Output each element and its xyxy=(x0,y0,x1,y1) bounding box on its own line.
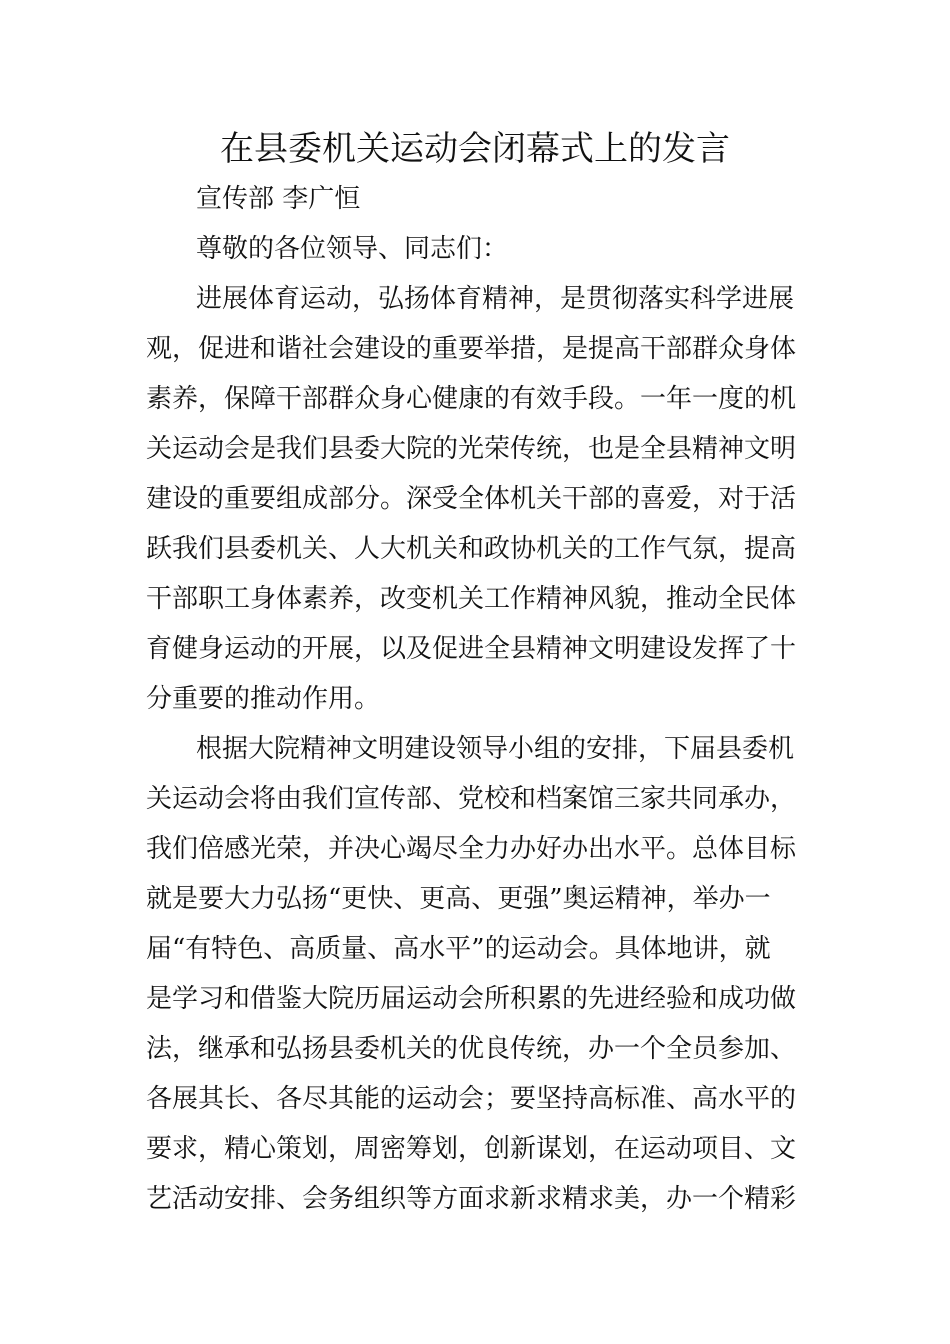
paragraph-line: 届“有特色、高质量、高水平”的运动会。具体地讲，就 xyxy=(146,934,771,964)
paragraph-line: 建设的重要组成部分。深受全体机关干部的喜爱，对于活 xyxy=(146,484,797,514)
paragraph-line: 素养，保障干部群众身心健康的有效手段。一年一度的机 xyxy=(146,384,797,414)
paragraph-line: 我们倍感光荣，并决心竭尽全力办好办出水平。总体目标 xyxy=(146,834,797,864)
document-title: 在县委机关运动会闭幕式上的发言 xyxy=(220,129,730,169)
paragraph-line: 根据大院精神文明建设领导小组的安排，下届县委机 xyxy=(196,734,795,764)
paragraph-line: 分重要的推动作用。 xyxy=(146,684,381,714)
paragraph-line: 要求，精心策划，周密筹划，创新谋划，在运动项目、文 xyxy=(146,1134,797,1164)
paragraph-line: 跃我们县委机关、人大机关和政协机关的工作气氛，提高 xyxy=(146,534,797,564)
paragraph-line: 法，继承和弘扬县委机关的优良传统，办一个全员参加、 xyxy=(146,1034,797,1064)
paragraph-line: 艺活动安排、会务组织等方面求新求精求美，办一个精彩 xyxy=(146,1184,797,1214)
paragraph-line: 关运动会将由我们宣传部、党校和档案馆三家共同承办， xyxy=(146,784,797,814)
paragraph-line: 各展其长、各尽其能的运动会；要坚持高标准、高水平的 xyxy=(146,1084,797,1114)
author-line: 宣传部 李广恒 xyxy=(196,184,361,214)
paragraph-line: 观，促进和谐社会建设的重要举措，是提高干部群众身体 xyxy=(146,334,797,364)
salutation-line: 尊敬的各位领导、同志们： xyxy=(196,234,509,264)
paragraph-line: 就是要大力弘扬“更快、更高、更强”奥运精神，举办一 xyxy=(146,884,771,914)
paragraph-line: 进展体育运动，弘扬体育精神，是贯彻落实科学进展 xyxy=(196,284,795,314)
paragraph-line: 干部职工身体素养，改变机关工作精神风貌，推动全民体 xyxy=(146,584,797,614)
paragraph-line: 育健身运动的开展，以及促进全县精神文明建设发挥了十 xyxy=(146,634,797,664)
paragraph-line: 关运动会是我们县委大院的光荣传统，也是全县精神文明 xyxy=(146,434,797,464)
paragraph-line: 是学习和借鉴大院历届运动会所积累的先进经验和成功做 xyxy=(146,984,797,1014)
